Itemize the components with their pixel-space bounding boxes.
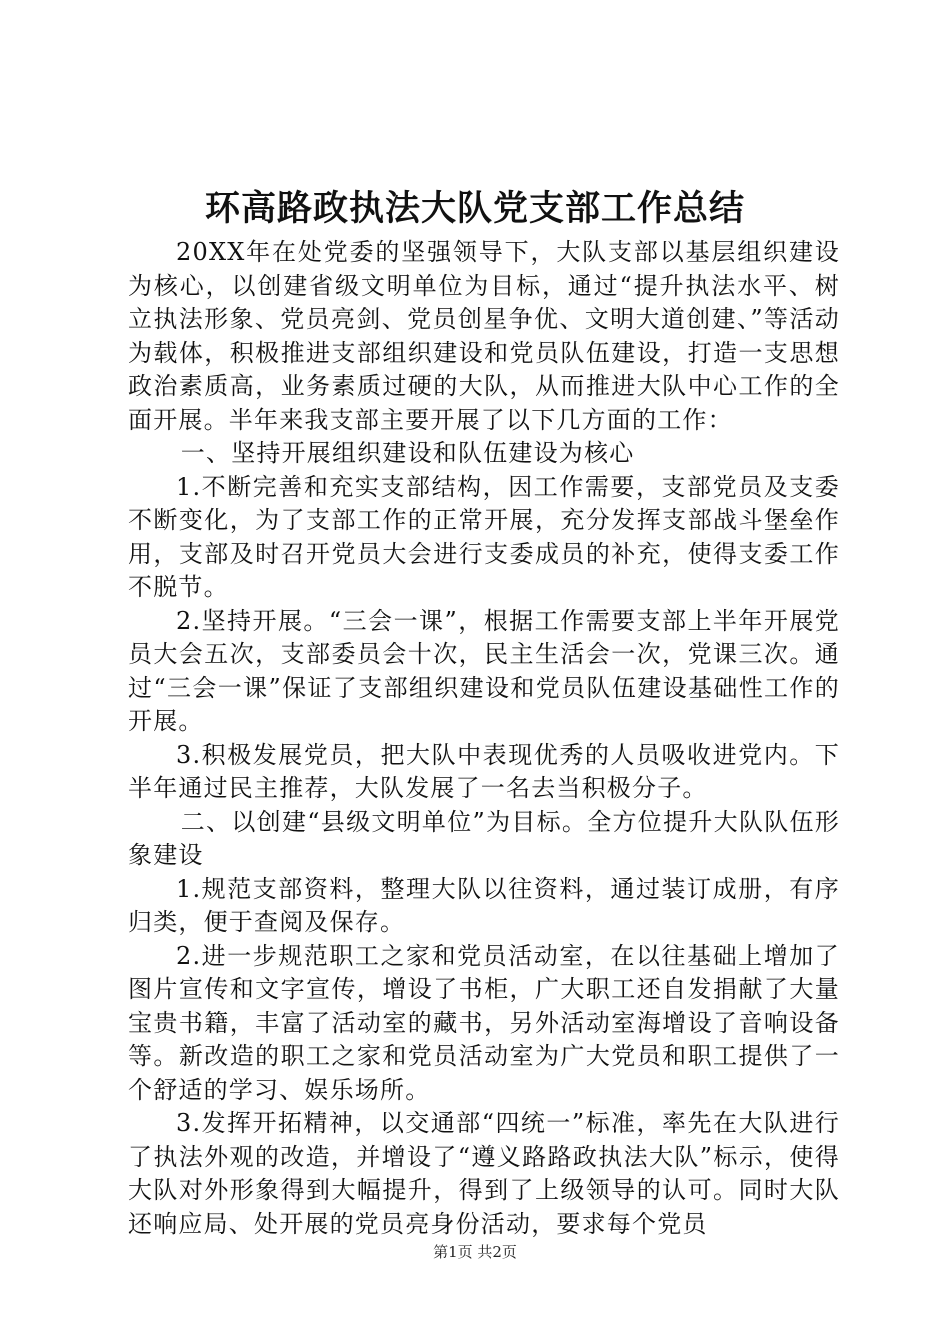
section-2-item-3: 3.发挥开拓精神，以交通部“四统一”标准，率先在大队进行了执法外观的改造，并增设了“遵义路路政执法大队”标示，使得大队对外形象得到大幅提升，得到了上级领导的认可。同时大队还响应局、处开展的党员亮身份活动，要求每个党员 [128,1109,840,1238]
section-heading-2: 二、以创建“县级文明单位”为目标。全方位提升大队队伍形象建设 [128,807,840,869]
document-body [128,236,840,1241]
document-title: 环高路政执法大队党支部工作总结 [204,189,745,229]
section-1-item-1: 1.不断完善和充实支部结构，因工作需要，支部党员及支委不断变化，为了支部工作的正常开展，充分发挥支部战斗堡垒作用，支部及时召开党员大会进行支委成员的补充，使得支委工作不脱节。 [128,472,840,601]
page-number-footer: 第1页 共2页 [433,1243,517,1261]
intro-paragraph: 20XX年在处党委的坚强领导下，大队支部以基层组织建设为核心，以创建省级文明单位为目标，通过“提升执法水平、树立执法形象、党员亮剑、党员创星争优、文明大道创建、”等活动为载体，积极推进支部组织建设和党员队伍建设，打造一支思想政治素质高，业务素质过硬的大队，从而推进大队中心工作的全面开展。半年来我支部主要开展了以下几方面的工作： [128,238,840,434]
section-2-item-1: 1.规范支部资料，整理大队以往资料，通过装订成册，有序归类，便于查阅及保存。 [128,874,840,936]
section-heading-1: 一、坚持开展组织建设和队伍建设为核心 [180,439,635,467]
section-2-item-2: 2.进一步规范职工之家和党员活动室，在以往基础上增加了图片宣传和文字宣传，增设了书柜，广大职工还自发捐献了大量宝贵书籍，丰富了活动室的藏书，另外活动室海增设了音响设备等。新改造的职工之家和党员活动室为广大党员和职工提供了一个舒适的学习、娱乐场所。 [128,941,840,1104]
section-1-item-3: 3.积极发展党员，把大队中表现优秀的人员吸收进党内。下半年通过民主推荐，大队发展了一名去当积极分子。 [128,740,840,802]
section-1-item-2: 2.坚持开展。“三会一课”，根据工作需要支部上半年开展党员大会五次，支部委员会十次，民主生活会一次，党课三次。通过“三会一课”保证了支部组织建设和党员队伍建设基础性工作的开展。 [128,606,840,735]
